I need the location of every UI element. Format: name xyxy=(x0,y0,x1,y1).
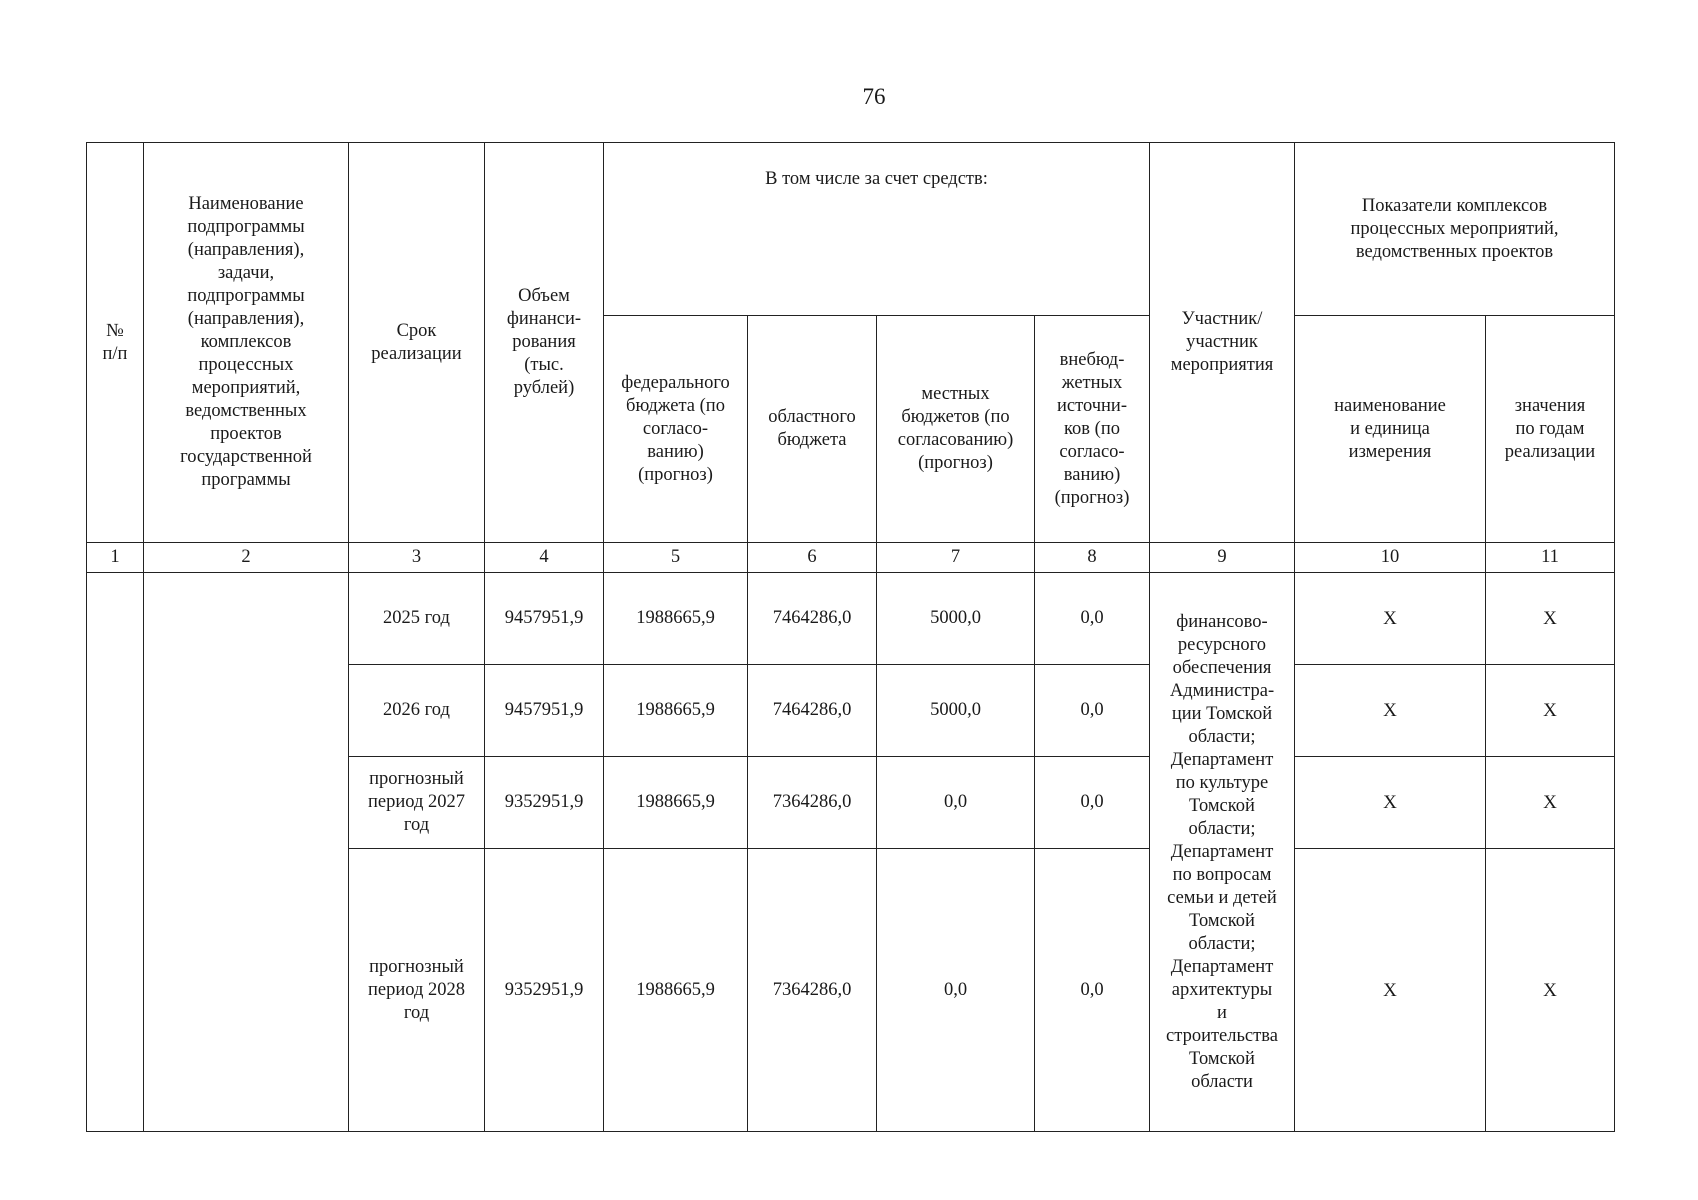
regional-cell: 7364286,0 xyxy=(748,757,877,849)
extra-cell: 0,0 xyxy=(1035,573,1150,665)
local-cell: 5000,0 xyxy=(877,573,1035,665)
indicator-values-cell: X xyxy=(1486,757,1615,849)
indicator-name-cell: X xyxy=(1295,757,1486,849)
indicator-values-cell: X xyxy=(1486,665,1615,757)
total-cell: 9457951,9 xyxy=(485,573,604,665)
header-federal: федерального бюджета (по согласо- ванию) (прогноз) xyxy=(604,316,748,543)
extra-cell: 0,0 xyxy=(1035,757,1150,849)
column-number: 3 xyxy=(349,543,485,573)
period-cell: прогнозный период 2028 год xyxy=(349,849,485,1132)
column-number: 8 xyxy=(1035,543,1150,573)
indicator-values-cell: X xyxy=(1486,849,1615,1132)
row-name-cell xyxy=(144,573,349,1132)
row-number-cell xyxy=(87,573,144,1132)
extra-cell: 0,0 xyxy=(1035,665,1150,757)
indicator-name-cell: X xyxy=(1295,573,1486,665)
federal-cell: 1988665,9 xyxy=(604,665,748,757)
header-total: Объем финанси- рования (тыс. рублей) xyxy=(485,143,604,543)
local-cell: 5000,0 xyxy=(877,665,1035,757)
header-period: Срок реализации xyxy=(349,143,485,543)
header-participant: Участник/ участник мероприятия xyxy=(1150,143,1295,543)
page-number: 76 xyxy=(862,84,886,109)
header-indicator-values: значения по годам реализации xyxy=(1486,316,1615,543)
table-row xyxy=(87,573,1615,665)
header-number: № п/п xyxy=(87,143,144,543)
column-number: 6 xyxy=(748,543,877,573)
period-cell: 2026 год xyxy=(349,665,485,757)
header-extra: внебюд- жетных источни- ков (по согласо- ванию) (прогноз) xyxy=(1035,316,1150,543)
column-number: 2 xyxy=(144,543,349,573)
header-regional: областного бюджета xyxy=(748,316,877,543)
header-local: местных бюджетов (по согласованию) (прогноз) xyxy=(877,316,1035,543)
federal-cell: 1988665,9 xyxy=(604,757,748,849)
regional-cell: 7464286,0 xyxy=(748,665,877,757)
header-funds-group: В том числе за счет средств: xyxy=(604,143,1150,316)
header-name: Наименование подпрограммы (направления), задачи, подпрограммы (направления), комплексов процессных мероприятий, ведомственных проектов государственной программы xyxy=(144,143,349,543)
indicator-name-cell: X xyxy=(1295,665,1486,757)
total-cell: 9457951,9 xyxy=(485,665,604,757)
column-number: 7 xyxy=(877,543,1035,573)
column-number: 11 xyxy=(1486,543,1615,573)
column-number: 1 xyxy=(87,543,144,573)
period-cell: прогнозный период 2027 год xyxy=(349,757,485,849)
extra-cell: 0,0 xyxy=(1035,849,1150,1132)
indicator-values-cell: X xyxy=(1486,573,1615,665)
federal-cell: 1988665,9 xyxy=(604,849,748,1132)
participant-cell: финансово- ресурсного обеспечения Администра- ции Томской области; Департамент по культуре Томской области; Департамент по вопросам семьи и детей Томской области; Департамент архитектуры и строительства Томской области xyxy=(1150,573,1295,1132)
local-cell: 0,0 xyxy=(877,757,1035,849)
period-cell: 2025 год xyxy=(349,573,485,665)
local-cell: 0,0 xyxy=(877,849,1035,1132)
financing-table xyxy=(86,142,1615,1132)
column-numbers-row xyxy=(87,543,1615,573)
header-indicators-group: Показатели комплексов процессных мероприятий, ведомственных проектов xyxy=(1295,143,1615,316)
federal-cell: 1988665,9 xyxy=(604,573,748,665)
column-number: 5 xyxy=(604,543,748,573)
column-number: 4 xyxy=(485,543,604,573)
header-indicator-name: наименование и единица измерения xyxy=(1295,316,1486,543)
regional-cell: 7464286,0 xyxy=(748,573,877,665)
column-number: 10 xyxy=(1295,543,1486,573)
column-number: 9 xyxy=(1150,543,1295,573)
total-cell: 9352951,9 xyxy=(485,849,604,1132)
total-cell: 9352951,9 xyxy=(485,757,604,849)
regional-cell: 7364286,0 xyxy=(748,849,877,1132)
indicator-name-cell: X xyxy=(1295,849,1486,1132)
